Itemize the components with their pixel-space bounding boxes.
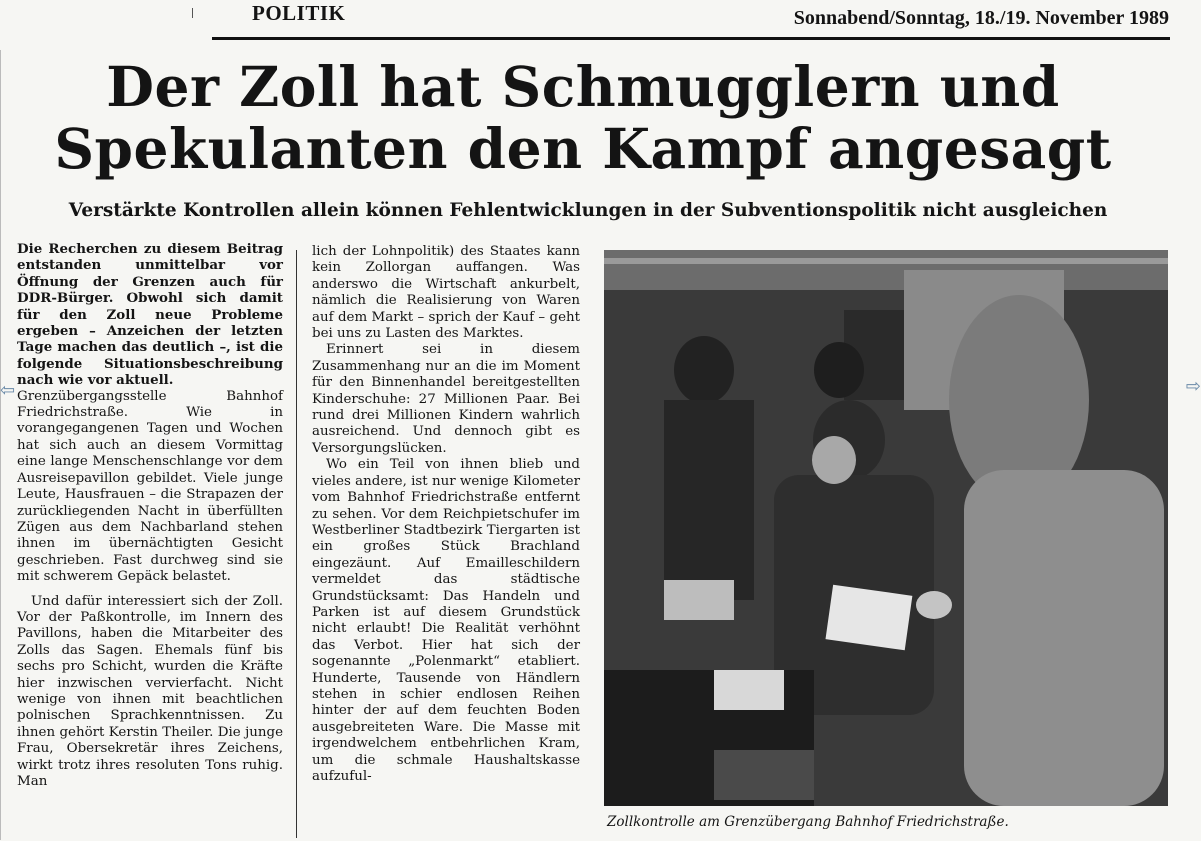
text-column-2 [312,244,580,785]
customs-inspection-photo [604,250,1168,806]
page-back-arrow-icon[interactable]: ⇦ [0,380,16,401]
paragraph: Und dafür interessiert sich der Zoll. Vor der Paßkontrolle, im Innern des Pavillons, haben die Mitarbeiter des Zolls das Sagen. Ehemals fünf bis sechs pro Schicht, wurden die Kräfte hier inzwischen vervierfacht. Nicht wenige von ihnen mit beachtlichen polnischen Sprachkenntnissen. Zu ihnen gehört Kerstin Theiler. Die junge Frau, Obersekretär ihres Zeichens, wirkt trotz ihres resoluten Tons ruhig. Man [17,593,283,789]
article-subheadline: Verstärkte Kontrollen allein können Fehlentwicklungen in der Subventionspolitik nicht ausgleichen [68,200,1108,221]
headline-line-1: Der Zoll hat Schmugglern und [106,54,1060,119]
header-rule [212,37,1170,40]
paragraph: lich der Lohnpolitik) des Staates kann kein Zollorgan auffangen. Was anderswo die Wirtschaft ankurbelt, nämlich die Realisierung von Waren auf dem Markt – sprich der Kauf – geht bei uns zu Lasten des Marktes. [312,244,580,342]
article-headline [0,56,1166,180]
text-column-1 [17,241,283,790]
column-divider [296,250,297,838]
section-label: POLITIK [252,1,346,25]
paragraph: Grenzübergangsstelle Bahnhof Friedrichstraße. Wie in vorangegangenen Tagen und Wochen hat sich auch an diesem Vormittag eine lange Menschenschlange vor dem Ausreisepavillon gebildet. Viele junge Leute, Hausfrauen – die Strapazen der zurückliegenden Nacht in überfüllten Zügen aus dem Nachbarland stehen ihnen im übernächtigten Gesicht geschrieben. Fast durchweg sind sie mit schwerem Gepäck belastet. [17,388,283,585]
margin-mark [192,8,193,18]
editorial-note: Die Recherchen zu diesem Beitrag entstanden unmittelbar vor Öffnung der Grenzen auch für DDR-Bürger. Obwohl sich damit für den Zoll neue Probleme ergeben – Anzeichen der letzten Tage machen das deutlich –, ist die folgende Situationsbeschreibung nach wie vor aktuell. [17,241,283,389]
paragraph: Erinnert sei in diesem Zusammenhang nur an die im Moment für den Binnenhandel bereitgestellten Kinderschuhe: 27 Millionen Paar. Bei rund drei Millionen Kindern wahrlich ausreichend. Und dennoch gibt es Versorgungslücken. [312,342,580,456]
photo-caption: Zollkontrolle am Grenzübergang Bahnhof Friedrichstraße. [607,814,1009,830]
headline-line-2: Spekulanten den Kampf angesagt [54,116,1112,181]
news-photo [604,250,1168,806]
paragraph: Wo ein Teil von ihnen blieb und vieles andere, ist nur wenige Kilometer vom Bahnhof Friedrichstraße entfernt zu sehen. Vor dem Reichpietschufer im Westberliner Stadtbezirk Tiergarten ist ein großes Stück Brachland eingezäunt. Auf Emailleschildern vermeldet das städtische Grundstücksamt: Das Handeln und Parken ist auf diesem Grundstück nicht erlaubt! Die Realität verhöhnt das Verbot. Hier hat sich der sogenannte „Polenmarkt“ etabliert. Hunderte, Tausende von Händlern stehen in schier endlosen Reihen hinter der auf dem feuchten Boden ausgebreiteten Ware. Die Masse mit irgendwelchem entbehrlichen Kram, um die schmale Haushaltskasse aufzuful- [312,457,580,784]
page-forward-arrow-icon[interactable]: ⇨ [1185,376,1201,397]
issue-date: Sonnabend/Sonntag, 18./19. November 1989 [793,7,1169,29]
